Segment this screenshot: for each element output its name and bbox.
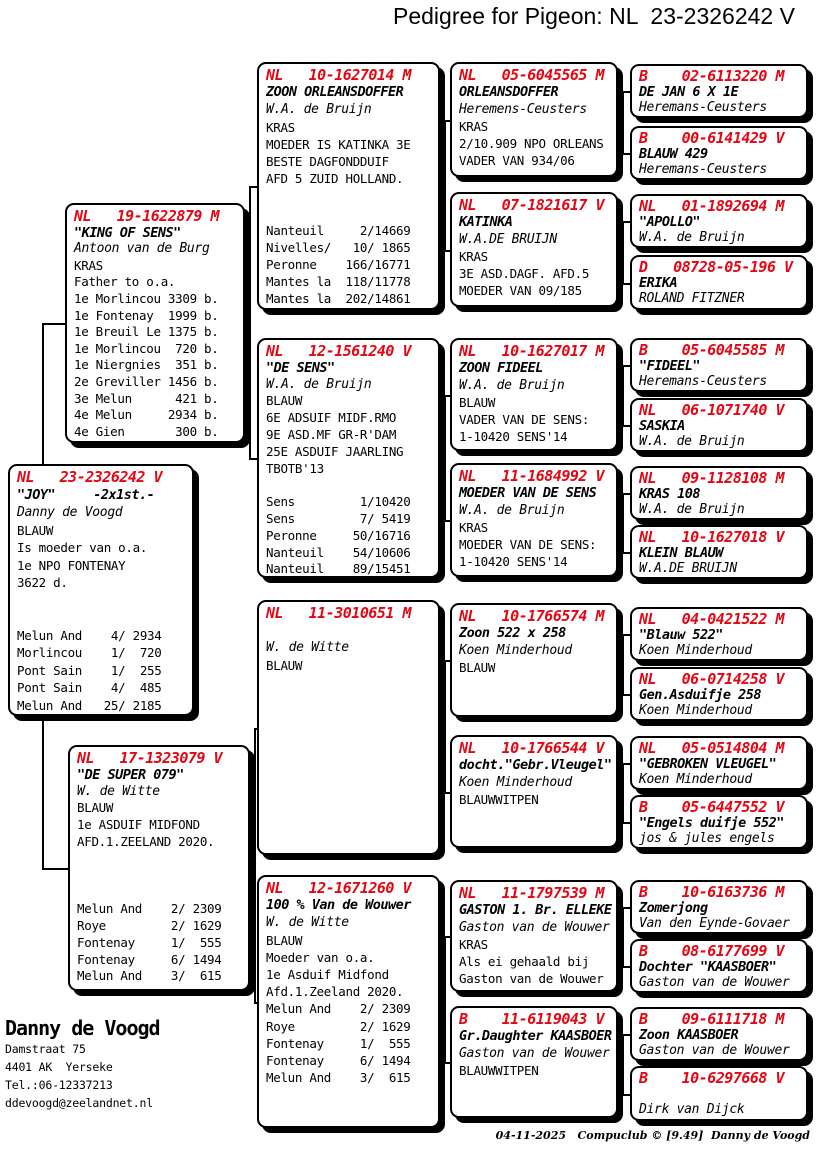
fancier-name: jos & jules engels bbox=[639, 831, 775, 846]
connector-line bbox=[444, 792, 450, 794]
result-line: Fontenay 1/ 555 bbox=[266, 1035, 411, 1051]
fancier-name: Heremans-Ceusters bbox=[639, 374, 767, 389]
ring-number: NL 07-1821617 V bbox=[459, 196, 605, 214]
ring-number: NL 06-0714258 V bbox=[639, 670, 785, 688]
ring-number: NL 10-1627017 M bbox=[459, 342, 605, 360]
blank-line bbox=[266, 187, 431, 204]
ring-number: B 08-6177699 V bbox=[639, 942, 785, 960]
info-line: Gaston van de Wouwer bbox=[459, 971, 604, 986]
pigeon-name: Zomerjong bbox=[639, 899, 708, 916]
connector-line bbox=[622, 1034, 630, 1036]
info-line: Afd.1.Zeeland 2020. bbox=[266, 984, 404, 1000]
pedigree-box-ggp7 bbox=[450, 880, 618, 992]
connector-line bbox=[254, 728, 257, 730]
pigeon-name: ZOON ORLEANSDOFFER bbox=[266, 84, 404, 101]
result-line: Melun And 4/ 2934 bbox=[17, 627, 162, 643]
result-line: Melun And 3/ 615 bbox=[77, 968, 222, 984]
fancier-name: Gaston van de Wouwer bbox=[459, 1046, 610, 1061]
blank-line bbox=[266, 205, 431, 222]
result-line: Nanteuil 89/15451 bbox=[266, 561, 411, 577]
pigeon-name: "DE SUPER 079" bbox=[77, 766, 184, 783]
ring-number: NL 23-2326242 V bbox=[17, 468, 163, 486]
info-line: AFD.1.ZEELAND 2020. bbox=[77, 833, 215, 849]
connector-line bbox=[622, 365, 624, 425]
connector-line bbox=[444, 660, 450, 662]
pedigree-box-g3p8 bbox=[630, 525, 808, 579]
pigeon-name: "GEBROKEN VLEUGEL" bbox=[639, 755, 777, 772]
pedigree-box-g3p16 bbox=[630, 1066, 808, 1121]
connector-line bbox=[622, 634, 624, 694]
contact-name: Danny de Voogd bbox=[5, 1016, 160, 1040]
ring-number: B 11-6119043 V bbox=[459, 1010, 605, 1028]
connector-line bbox=[444, 120, 446, 250]
pedigree-box-g3p13 bbox=[630, 880, 808, 934]
result-line: 4e Melun 2934 b. bbox=[74, 407, 219, 423]
fancier-name: Koen Minderhoud bbox=[639, 703, 752, 718]
fancier-name: Danny de Voogd bbox=[17, 505, 123, 520]
info-line: KRAS bbox=[74, 257, 103, 273]
connector-line bbox=[622, 1094, 630, 1096]
pigeon-name: ZOON FIDEEL bbox=[459, 360, 543, 376]
ring-number: NL 10-1627014 M bbox=[266, 66, 412, 84]
info-line: MOEDER IS KATINKA 3E bbox=[266, 136, 411, 152]
info-line: BLAUW bbox=[459, 395, 496, 410]
fancier-name: W.A. de Bruijn bbox=[266, 376, 372, 392]
result-line: Melun And 2/ 2309 bbox=[266, 1001, 411, 1017]
pigeon-name: KLEIN BLAUW bbox=[639, 544, 723, 561]
contact-phone: Tel.:06-12337213 bbox=[5, 1078, 113, 1092]
ring-number: NL 19-1622879 M bbox=[74, 207, 220, 225]
pedigree-box-ggp3 bbox=[450, 338, 618, 451]
result-line: Melun And 25/ 2185 bbox=[17, 697, 162, 713]
info-line: KRAS bbox=[459, 119, 488, 134]
info-line: 9E ASD.MF GR-R'DAM bbox=[266, 426, 397, 442]
connector-line bbox=[622, 966, 630, 968]
page-title: Pedigree for Pigeon: NL 23-2326242 V bbox=[393, 3, 795, 29]
pedigree-box-g3p1 bbox=[630, 64, 808, 118]
pedigree-box-g3p5 bbox=[630, 338, 808, 392]
fancier-name: Koen Minderhoud bbox=[459, 775, 572, 790]
result-line: Peronne 50/16716 bbox=[266, 527, 411, 543]
result-line: Peronne 166/16771 bbox=[266, 257, 411, 273]
pigeon-name: ERIKA bbox=[639, 274, 678, 291]
connector-line bbox=[622, 634, 630, 636]
pigeon-name: 100 % Van de Wouwer bbox=[266, 897, 411, 914]
connector-line bbox=[444, 395, 446, 521]
connector-line bbox=[622, 91, 624, 153]
result-line: Mantes la 118/11778 bbox=[266, 274, 411, 290]
pedigree-box-g3p7 bbox=[630, 466, 808, 520]
pigeon-name: Dochter "KAASBOER" bbox=[639, 958, 777, 975]
ring-number: NL 11-3010651 M bbox=[266, 604, 412, 622]
contact-email: ddevoogd@zeelandnet.nl bbox=[5, 1096, 153, 1110]
pigeon-name: DE JAN 6 X 1E bbox=[639, 83, 739, 100]
pedigree-box-gp2 bbox=[257, 338, 440, 578]
info-line: KRAS bbox=[459, 249, 488, 264]
connector-line bbox=[622, 763, 630, 765]
result-line: Sens 7/ 5419 bbox=[266, 510, 411, 526]
info-line: Is moeder van o.a. bbox=[17, 540, 148, 555]
ring-number: NL 17-1323079 V bbox=[77, 749, 223, 767]
connector-line bbox=[444, 660, 446, 792]
result-line: 1e Breuil Le 1375 b. bbox=[74, 324, 219, 340]
connector-line bbox=[444, 120, 450, 122]
connector-line bbox=[42, 323, 44, 464]
connector-line bbox=[249, 186, 251, 458]
result-line: 1e Niergnies 351 b. bbox=[74, 357, 219, 373]
pigeon-name: "KING OF SENS" bbox=[74, 224, 181, 241]
result-line: Fontenay 6/ 1494 bbox=[266, 1052, 411, 1068]
info-line: BLAUW bbox=[459, 660, 496, 675]
ring-number: B 05-6447552 V bbox=[639, 798, 785, 816]
result-line: 2e Greviller 1456 b. bbox=[74, 373, 219, 389]
result-line: Pont Sain 1/ 255 bbox=[17, 662, 162, 678]
result-line: Pont Sain 4/ 485 bbox=[17, 680, 162, 695]
connector-line bbox=[622, 907, 624, 966]
connector-line bbox=[249, 458, 257, 460]
info-line: BESTE DAGFONDDUIF bbox=[266, 153, 389, 169]
fancier-name: Van den Eynde-Govaer bbox=[639, 916, 790, 931]
connector-line bbox=[249, 186, 257, 188]
connector-line bbox=[622, 425, 630, 427]
pigeon-name: KATINKA bbox=[459, 214, 513, 230]
ring-number: NL 12-1561240 V bbox=[266, 342, 412, 360]
connector-line bbox=[254, 1002, 257, 1004]
fancier-name: W.A. de Bruijn bbox=[639, 230, 745, 245]
info-line: BLAUWWITPEN bbox=[459, 1063, 539, 1078]
info-line: MOEDER VAN DE SENS: bbox=[459, 537, 597, 552]
ring-number: NL 10-1766574 M bbox=[459, 607, 605, 625]
pedigree-box-ggp4 bbox=[450, 463, 618, 577]
pigeon-name: MOEDER VAN DE SENS bbox=[459, 485, 597, 501]
connector-line bbox=[42, 868, 68, 870]
fancier-name: W.A.DE BRUIJN bbox=[639, 561, 737, 576]
pedigree-box-g3p11 bbox=[630, 736, 808, 790]
pigeon-name: Gen.Asduifje 258 bbox=[639, 686, 762, 703]
result-line: 1e Fontenay 1999 b. bbox=[74, 307, 219, 323]
info-line: TBOTB'13 bbox=[266, 460, 324, 476]
ring-number: B 10-6163736 M bbox=[639, 883, 785, 901]
pigeon-name: Zoon 522 x 258 bbox=[459, 625, 566, 641]
fancier-name: Koen Minderhoud bbox=[639, 643, 752, 658]
pedigree-box-ggp2 bbox=[450, 192, 618, 307]
info-line: 3E ASD.DAGF. AFD.5 bbox=[459, 266, 590, 281]
result-line: 3e Melun 421 b. bbox=[74, 390, 219, 406]
info-line: KRAS bbox=[459, 520, 488, 535]
pigeon-name: docht."Gebr.Vleugel" bbox=[459, 757, 612, 773]
pedigree-box-g3p2 bbox=[630, 126, 808, 180]
info-line: 1e Asduif Midfond bbox=[266, 966, 389, 982]
info-line: 3622 d. bbox=[17, 575, 68, 590]
pedigree-box-subject bbox=[8, 464, 194, 716]
pigeon-name: SASKIA bbox=[639, 417, 685, 434]
connector-line bbox=[622, 365, 630, 367]
info-line: BLAUW bbox=[77, 800, 114, 816]
fancier-name: W.A. de Bruijn bbox=[639, 434, 745, 449]
pigeon-name: "Engels duifje 552" bbox=[639, 814, 784, 831]
info-line: 1e NPO FONTENAY bbox=[17, 557, 126, 573]
contact-address-line: 4401 AK Yerseke bbox=[5, 1060, 113, 1074]
fancier-name: Koen Minderhoud bbox=[459, 643, 572, 658]
info-line: BLAUWWITPEN bbox=[459, 792, 539, 807]
pigeon-name: GASTON 1. Br. ELLEKE bbox=[459, 902, 612, 918]
pedigree-box-g3p14 bbox=[630, 939, 808, 993]
ring-number: NL 12-1671260 V bbox=[266, 879, 412, 897]
connector-line bbox=[622, 283, 630, 285]
pigeon-name: "FIDEEL" bbox=[639, 357, 701, 374]
fancier-name: W. de Witte bbox=[266, 640, 349, 656]
fancier-name: W.A. de Bruijn bbox=[639, 502, 745, 517]
info-line: 1-10420 SENS'14 bbox=[459, 429, 568, 444]
ring-number: B 10-6297668 V bbox=[639, 1069, 785, 1087]
result-line: Melun And 3/ 615 bbox=[266, 1070, 411, 1086]
pedigree-box-gp3 bbox=[257, 600, 440, 855]
connector-line bbox=[622, 91, 630, 93]
connector-line bbox=[444, 250, 450, 252]
fancier-name: Dirk van Dijck bbox=[639, 1102, 745, 1117]
blank-line bbox=[639, 1087, 799, 1103]
info-line: KRAS bbox=[459, 937, 488, 952]
blank-line bbox=[17, 592, 185, 610]
fancier-name: Heremans-Ceusters bbox=[639, 162, 767, 177]
connector-line bbox=[254, 728, 256, 1002]
connector-line bbox=[444, 520, 450, 522]
pedigree-box-g3p3 bbox=[630, 194, 808, 248]
result-line: Nanteuil 54/10606 bbox=[266, 544, 411, 560]
fancier-name: ROLAND FITZNER bbox=[639, 291, 745, 306]
info-line: 1-10420 SENS'14 bbox=[459, 554, 568, 569]
connector-line bbox=[622, 493, 624, 552]
fancier-name: W. de Witte bbox=[77, 783, 160, 799]
pedigree-box-g3p4 bbox=[630, 255, 808, 310]
ring-number: NL 04-0421522 M bbox=[639, 610, 785, 628]
ring-number: NL 05-6045565 M bbox=[459, 66, 605, 84]
pedigree-box-g3p9 bbox=[630, 607, 808, 661]
fancier-name: Antoon van de Burg bbox=[74, 241, 210, 257]
fancier-name: Heremans-Ceusters bbox=[639, 100, 767, 115]
contact-address-line: Damstraat 75 bbox=[5, 1042, 86, 1056]
connector-line bbox=[622, 1034, 624, 1094]
ring-number: NL 10-1766544 V bbox=[459, 739, 605, 757]
ring-number: NL 11-1684992 V bbox=[459, 467, 605, 485]
pigeon-name: ORLEANSDOFFER bbox=[459, 84, 559, 100]
ring-number: NL 11-1797539 M bbox=[459, 884, 605, 902]
result-line: 1e Morlincou 3309 b. bbox=[74, 290, 219, 306]
ring-number: B 05-6045585 M bbox=[639, 341, 785, 359]
connector-line bbox=[622, 221, 624, 283]
info-line: BLAUW bbox=[266, 932, 303, 948]
connector-line bbox=[444, 395, 450, 397]
pigeon-name: "JOY" -2x1st.- bbox=[17, 486, 155, 503]
result-line: Roye 2/ 1629 bbox=[77, 917, 222, 933]
connector-line bbox=[622, 763, 624, 822]
fancier-name: W.A. de Bruijn bbox=[266, 102, 372, 118]
pedigree-box-sire bbox=[65, 203, 245, 443]
fancier-name: Gaston van de Wouwer bbox=[639, 1043, 790, 1058]
footer-credit: 04-11-2025 Compuclub © [9.49] Danny de Voogd bbox=[495, 1129, 810, 1142]
ring-number: NL 06-1071740 V bbox=[639, 401, 785, 419]
info-line: Als ei gehaald bij bbox=[459, 954, 590, 969]
pedigree-box-ggp6 bbox=[450, 735, 618, 848]
pedigree-box-gp4 bbox=[257, 875, 440, 1128]
info-line: BLAUW bbox=[266, 393, 303, 409]
result-line: Nivelles/ 10/ 1865 bbox=[266, 239, 411, 255]
connector-line bbox=[42, 323, 65, 325]
info-line: Moeder van o.a. bbox=[266, 949, 375, 965]
pedigree-box-dam bbox=[68, 745, 250, 991]
result-line: Sens 1/10420 bbox=[266, 494, 411, 510]
ring-number: B 02-6113220 M bbox=[639, 67, 785, 85]
connector-line bbox=[622, 153, 630, 155]
blank-line bbox=[266, 477, 431, 494]
info-line: KRAS bbox=[266, 119, 295, 135]
ring-number: NL 01-1892694 M bbox=[639, 197, 785, 215]
ring-number: NL 05-0514804 M bbox=[639, 739, 785, 757]
ring-number: NL 10-1627018 V bbox=[639, 528, 785, 546]
result-line: 4e Gien 300 b. bbox=[74, 423, 219, 439]
pigeon-name: Zoon KAASBOER bbox=[639, 1026, 739, 1043]
connector-line bbox=[622, 493, 630, 495]
fancier-name: W.A.DE BRUIJN bbox=[459, 232, 557, 247]
pigeon-name: "Blauw 522" bbox=[639, 626, 723, 643]
ring-number: B 09-6111718 M bbox=[639, 1010, 785, 1028]
info-line: 25E ASDUIF JAARLING bbox=[266, 443, 404, 459]
blank-line bbox=[17, 609, 185, 627]
pedigree-box-g3p10 bbox=[630, 667, 808, 721]
connector-line bbox=[622, 694, 630, 696]
pedigree-box-gp1 bbox=[257, 62, 440, 310]
contact-block bbox=[5, 1016, 160, 1112]
pigeon-name: KRAS 108 bbox=[639, 485, 701, 502]
info-line: 2/10.909 NPO ORLEANS bbox=[459, 136, 604, 151]
blank-line bbox=[77, 851, 241, 868]
pedigree-box-ggp1 bbox=[450, 62, 618, 177]
result-line: Nanteuil 2/14669 bbox=[266, 222, 411, 238]
pigeon-name: BLAUW 429 bbox=[639, 145, 708, 162]
fancier-name: W. de Witte bbox=[266, 915, 349, 931]
pedigree-box-ggp8 bbox=[450, 1006, 618, 1118]
info-line: 1e ASDUIF MIDFOND bbox=[77, 817, 200, 833]
result-line: Roye 2/ 1629 bbox=[266, 1018, 411, 1034]
blank-line bbox=[77, 868, 241, 885]
pigeon-name: "APOLLO" bbox=[639, 213, 701, 230]
pedigree-box-g3p12 bbox=[630, 795, 808, 849]
result-line: Melun And 2/ 2309 bbox=[77, 901, 222, 917]
pedigree-box-g3p15 bbox=[630, 1007, 808, 1061]
info-line: VADER VAN 934/06 bbox=[459, 153, 575, 168]
connector-line bbox=[444, 936, 446, 1062]
info-line: MOEDER VAN 09/185 bbox=[459, 283, 582, 298]
blank-line bbox=[77, 884, 241, 901]
ring-number: NL 09-1128108 M bbox=[639, 469, 785, 487]
connector-line bbox=[622, 907, 630, 909]
result-line: 1e Morlincou 720 b. bbox=[74, 340, 219, 356]
pedigree-box-g3p6 bbox=[630, 398, 808, 452]
ring-number: B 00-6141429 V bbox=[639, 129, 785, 147]
connector-line bbox=[42, 716, 44, 868]
info-line: 6E ADSUIF MIDF.RMO bbox=[266, 410, 397, 426]
connector-line bbox=[444, 1062, 450, 1064]
result-line: Fontenay 1/ 555 bbox=[77, 934, 222, 950]
info-line: BLAUW bbox=[266, 657, 303, 673]
fancier-name: W.A. de Bruijn bbox=[459, 503, 565, 518]
pigeon-name: "DE SENS" bbox=[266, 359, 335, 376]
info-line: AFD 5 ZUID HOLLAND. bbox=[266, 171, 404, 187]
connector-line bbox=[622, 221, 630, 223]
pedigree-box-ggp5 bbox=[450, 603, 618, 717]
result-line: Mantes la 202/14861 bbox=[266, 291, 411, 307]
connector-line bbox=[444, 936, 450, 938]
fancier-name: Gaston van de Wouwer bbox=[639, 975, 790, 990]
info-line: Father to o.a. bbox=[74, 274, 176, 290]
info-line: BLAUW bbox=[17, 522, 54, 538]
result-line: Morlincou 1/ 720 bbox=[17, 645, 162, 660]
ring-number: D 08728-05-196 V bbox=[639, 258, 793, 276]
connector-line bbox=[622, 552, 630, 554]
fancier-name: Gaston van de Wouwer bbox=[459, 920, 610, 935]
pigeon-name: Gr.Daughter KAASBOER bbox=[459, 1028, 612, 1044]
fancier-name: W.A. de Bruijn bbox=[459, 378, 565, 393]
info-line: VADER VAN DE SENS: bbox=[459, 412, 590, 427]
connector-line bbox=[622, 822, 630, 824]
fancier-name: Koen Minderhoud bbox=[639, 772, 752, 787]
blank-line bbox=[266, 622, 431, 639]
fancier-name: Heremens-Ceusters bbox=[459, 102, 587, 117]
result-line: Fontenay 6/ 1494 bbox=[77, 951, 222, 967]
